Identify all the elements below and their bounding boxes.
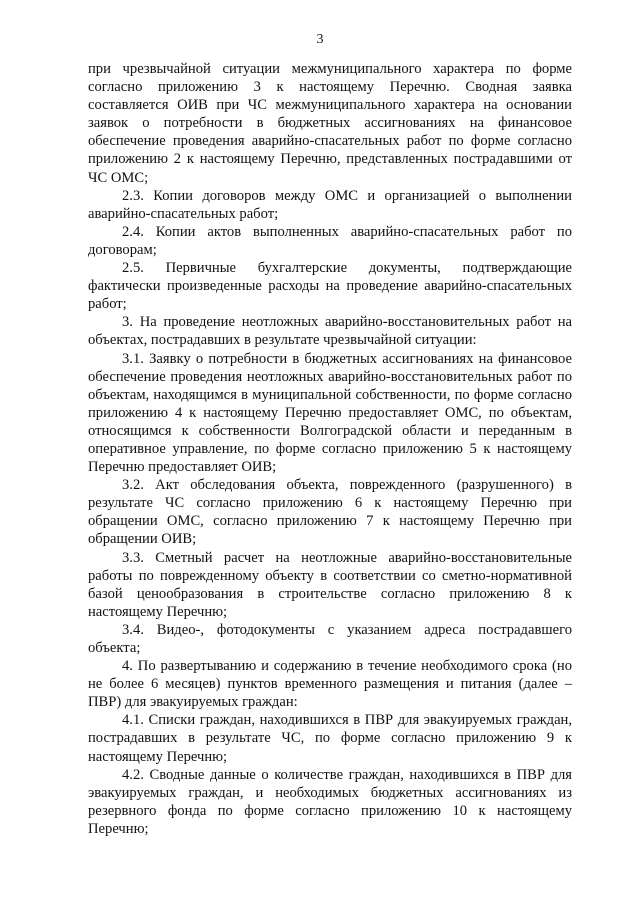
paragraph-4-1: 4.1. Списки граждан, находившихся в ПВР для эвакуируемых граждан, пострадавших в результате ЧС, по форме согласно приложению 9 к настоящему Перечню; — [88, 712, 572, 765]
paragraph-3-1: 3.1. Заявку о потребности в бюджетных ассигнованиях на финансовое обеспечение проведения неотложных аварийно-восстановительных работ по объектам, находящимся в муниципальной собственности, по форме согласно приложению 4 к настоящему Перечню предоставляет ОМС, по объектам, относящимся к собственности Волгоградской области и переданным в оперативное управление, по форме согласно приложению 5 к настоящему Перечню предоставляет ОИВ; — [88, 350, 572, 476]
paragraph-continuation: при чрезвычайной ситуации межмуниципального характера по форме согласно приложению 3 к настоящему Перечню. Сводная заявка составляется ОИВ при ЧС межмуниципального характера на основании заявок о потребности в бюджетных ассигнованиях на финансовое обеспечение проведения аварийно-спасательных работ по форме согласно приложению 2 к настоящему Перечню, представленных пострадавшими от ЧС ОМС; — [88, 61, 572, 186]
document-body — [88, 60, 572, 838]
paragraph-2-4: 2.4. Копии актов выполненных аварийно-спасательных работ по договорам; — [88, 223, 572, 258]
paragraph-2-5: 2.5. Первичные бухгалтерские документы, подтверждающие фактически произведенные расходы на проведение аварийно-спасательных работ; — [88, 260, 572, 313]
paragraph-4: 4. По развертыванию и содержанию в течение необходимого срока (но не более 6 месяцев) пунктов временного размещения и питания (далее – ПВР) для эвакуируемых граждан: — [88, 658, 572, 711]
paragraph-2-3: 2.3. Копии договоров между ОМС и организацией о выполнении аварийно-спасательных работ; — [88, 187, 572, 222]
paragraph-3-3: 3.3. Сметный расчет на неотложные аварийно-восстановительные работы по поврежденному объекту в соответствии со сметно-нормативной базой ценообразования в строительстве согласно приложению 8 к настоящему Перечню; — [88, 549, 572, 620]
page-number: 3 — [316, 32, 324, 47]
paragraph-3-2: 3.2. Акт обследования объекта, поврежденного (разрушенного) в результате ЧС согласно приложению 6 к настоящему Перечню при обращении ОМС, согласно приложению 7 к настоящему Перечню при обращении ОИВ; — [88, 477, 572, 548]
paragraph-3-4: 3.4. Видео-, фотодокументы с указанием адреса пострадавшего объекта; — [88, 621, 572, 656]
paragraph-4-2: 4.2. Сводные данные о количестве граждан, находившихся в ПВР для эвакуируемых граждан, и необходимых бюджетных ассигнованиях из резервного фонда по форме согласно приложению 10 к настоящему Перечню; — [88, 766, 572, 837]
paragraph-3: 3. На проведение неотложных аварийно-восстановительных работ на объектах, пострадавших в результате чрезвычайной ситуации: — [88, 314, 572, 349]
